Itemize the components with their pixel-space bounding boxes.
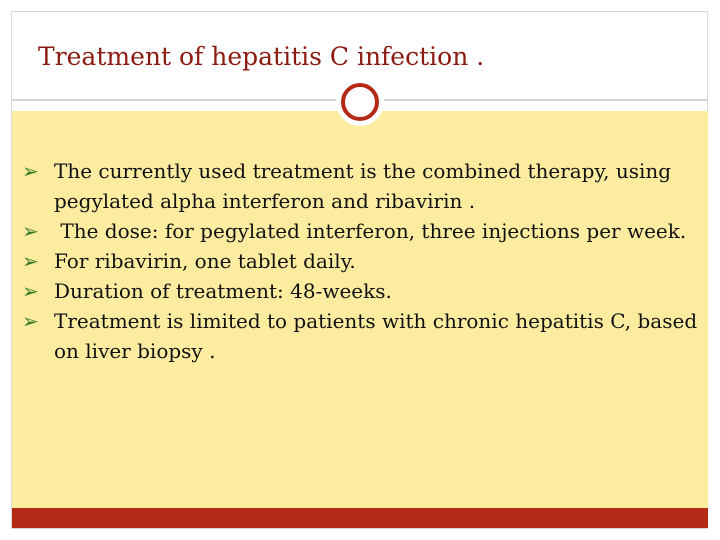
- title-divider-left: [12, 99, 338, 101]
- bullet-text: Duration of treatment: 48-weeks.: [54, 279, 392, 303]
- bullet-text: The dose: for pegylated interferon, three injections per week.: [54, 219, 687, 243]
- bullet-text: The currently used treatment is the combined therapy, using pegylated alpha interferon and ribavirin .: [54, 159, 672, 213]
- bullet-item: [22, 276, 702, 306]
- arrow-bullet-icon: ➢: [22, 249, 39, 273]
- slide-title: Treatment of hepatitis C infection .: [38, 42, 485, 71]
- arrow-bullet-icon: ➢: [22, 309, 39, 333]
- bullet-item: [22, 156, 702, 216]
- arrow-bullet-icon: ➢: [22, 159, 39, 183]
- arrow-bullet-icon: ➢: [22, 219, 39, 243]
- bullet-list: [22, 156, 702, 366]
- bullet-text: Treatment is limited to patients with chronic hepatitis C, based on liver biopsy .: [54, 309, 698, 363]
- bottom-accent-bar: [12, 508, 708, 528]
- bullet-item: [22, 246, 702, 276]
- arrow-bullet-icon: ➢: [22, 279, 39, 303]
- bullet-item: [22, 216, 702, 246]
- circle-ornament-icon: [336, 78, 384, 126]
- bullet-item: [22, 306, 702, 366]
- circle-ring: [341, 83, 379, 121]
- bullet-text: For ribavirin, one tablet daily.: [54, 249, 356, 273]
- title-divider-right: [384, 99, 708, 101]
